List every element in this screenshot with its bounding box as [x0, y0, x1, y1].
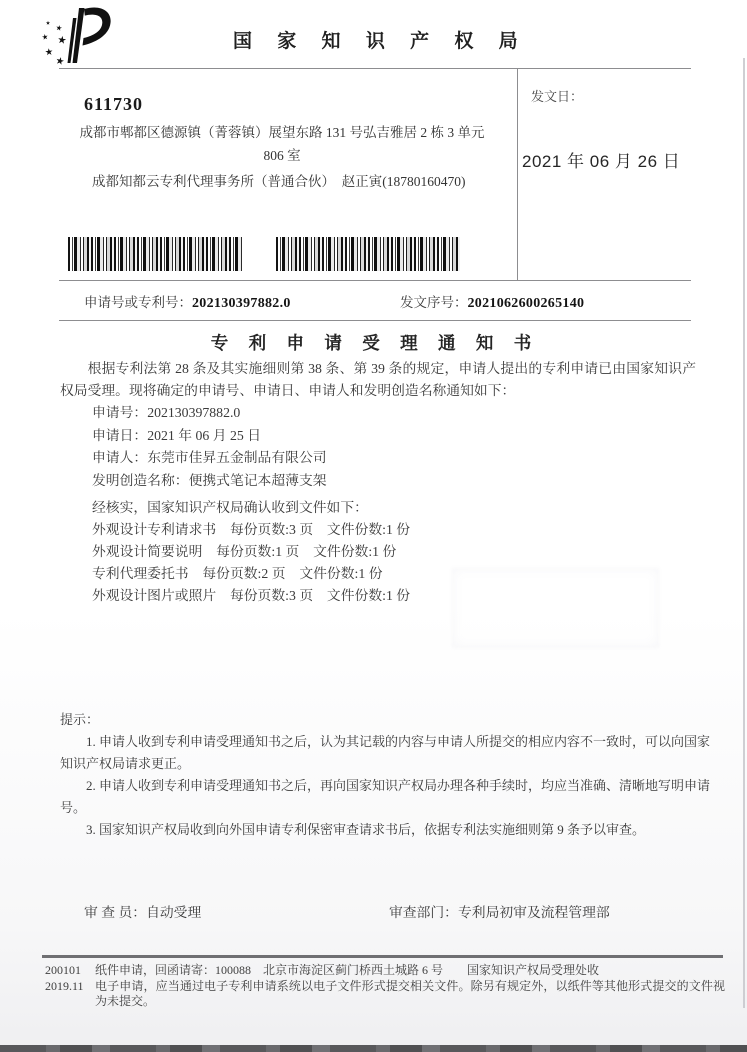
notice-fields	[92, 402, 327, 492]
footer-note-electronic: 电子申请，应当通过电子专利申请系统以电子文件形式提交相关文件。除另有规定外，以纸件等其他形式提交的文件视为未提交。	[95, 978, 725, 1008]
recipient-address	[56, 121, 508, 167]
org-title: 国 家 知 识 产 权 局	[233, 31, 528, 52]
postal-code: 611730	[84, 94, 144, 114]
scan-edge-bottom	[0, 1045, 747, 1052]
scan-edge-right	[743, 58, 745, 1008]
tips-section	[60, 709, 710, 841]
application-number-value: 202130397882.0	[192, 296, 291, 311]
department-row	[389, 901, 610, 921]
field-filing-date	[92, 425, 327, 448]
field-invention-title	[92, 470, 327, 493]
document-line: 外观设计图片或照片 每份页数:3 页 文件份数:1 份	[92, 588, 411, 603]
recipient-address-line2: 806 室	[263, 148, 301, 163]
notice-intro: 根据专利法第 28 条及其实施细则第 38 条、第 39 条的规定，申请人提出的专利申请已由国家知识产权局受理。现将确定的申请号、申请日、申请人和发明创造名称通知如下：	[60, 361, 696, 398]
field-value: 便携式笔记本超薄支架	[188, 472, 327, 488]
field-label: 申请号：	[92, 405, 148, 420]
tip-item-2: 2. 申请人收到专利申请受理通知书之后，再向国家知识产权局办理各种手续时，均应当准确、清晰地写明申请号。	[60, 778, 711, 815]
scan-smudge-artifact	[452, 568, 659, 648]
document-line: 外观设计简要说明 每份页数:1 页 文件份数:1 份	[92, 544, 397, 559]
dispatch-box-divider	[517, 68, 518, 280]
barcode-left	[68, 237, 244, 271]
field-value: 东莞市佳昇五金制品有限公司	[147, 450, 327, 466]
serial-number-value: 2021062600265140	[467, 296, 585, 311]
mid-rule	[59, 280, 691, 281]
document-line: 专利代理委托书 每份页数:2 页 文件份数:1 份	[92, 566, 383, 581]
field-application-number	[92, 402, 327, 425]
lower-rule	[59, 320, 691, 321]
recipient-address-line1: 成都市郫都区德源镇（菁蓉镇）展望东路 131 号弘吉雅居 2 栋 3 单元	[79, 125, 485, 140]
serial-number-row	[400, 291, 584, 312]
footer-code-1: 200101	[45, 963, 81, 977]
footer-notes	[95, 963, 725, 1010]
field-applicant	[92, 447, 327, 470]
department-value: 专利局初审及流程管理部	[457, 905, 610, 920]
department-label: 审查部门：	[389, 905, 458, 920]
examiner-label: 审 查 员：	[84, 905, 147, 920]
application-number-row	[84, 291, 291, 312]
dispatch-date-label: 发文日：	[531, 89, 584, 104]
examiner-row	[84, 901, 201, 921]
cnipa-logo-icon	[36, 5, 124, 69]
footer-rule	[42, 955, 723, 958]
field-label: 申请日：	[92, 427, 148, 443]
tips-title: 提示：	[60, 712, 100, 727]
confirm-intro: 经核实，国家知识产权局确认收到文件如下：	[92, 500, 368, 515]
tip-item-1: 1. 申请人收到专利申请受理通知书之后，认为其记载的内容与申请人所提交的相应内容不一致时，可以向国家知识产权局请求更正。	[60, 734, 711, 771]
field-value: 202130397882.0	[147, 405, 241, 420]
field-label: 发明创造名称：	[92, 472, 189, 488]
tip-item-3: 3. 国家知识产权局收到向外国申请专利保密审查请求书后，依据专利法实施细则第 9 条予以审查。	[86, 822, 646, 837]
footer-note-paper: 纸件申请，回函请寄：100088 北京市海淀区蓟门桥西土城路 6 号 国家知识产权局受理处收	[95, 963, 600, 977]
footer-codes	[45, 963, 84, 994]
footer-code-2: 2019.11	[45, 978, 84, 993]
dispatch-date-value: 2021 年 06 月 26 日	[522, 152, 681, 171]
notice-title: 专 利 申 请 受 理 通 知 书	[210, 333, 540, 353]
examiner-value: 自动受理	[146, 905, 202, 920]
agency-line: 成都知都云专利代理事务所（普通合伙） 赵正寅(18780160470)	[92, 174, 466, 189]
document-line: 外观设计专利请求书 每份页数:3 页 文件份数:1 份	[92, 522, 411, 537]
confirmed-documents	[92, 497, 410, 607]
header-rule	[59, 68, 691, 69]
field-value: 2021 年 06 月 25 日	[147, 427, 262, 443]
field-label: 申请人：	[92, 450, 148, 466]
application-number-label: 申请号或专利号：	[84, 295, 192, 310]
barcode-right	[276, 237, 460, 271]
serial-number-label: 发文序号：	[400, 295, 468, 310]
